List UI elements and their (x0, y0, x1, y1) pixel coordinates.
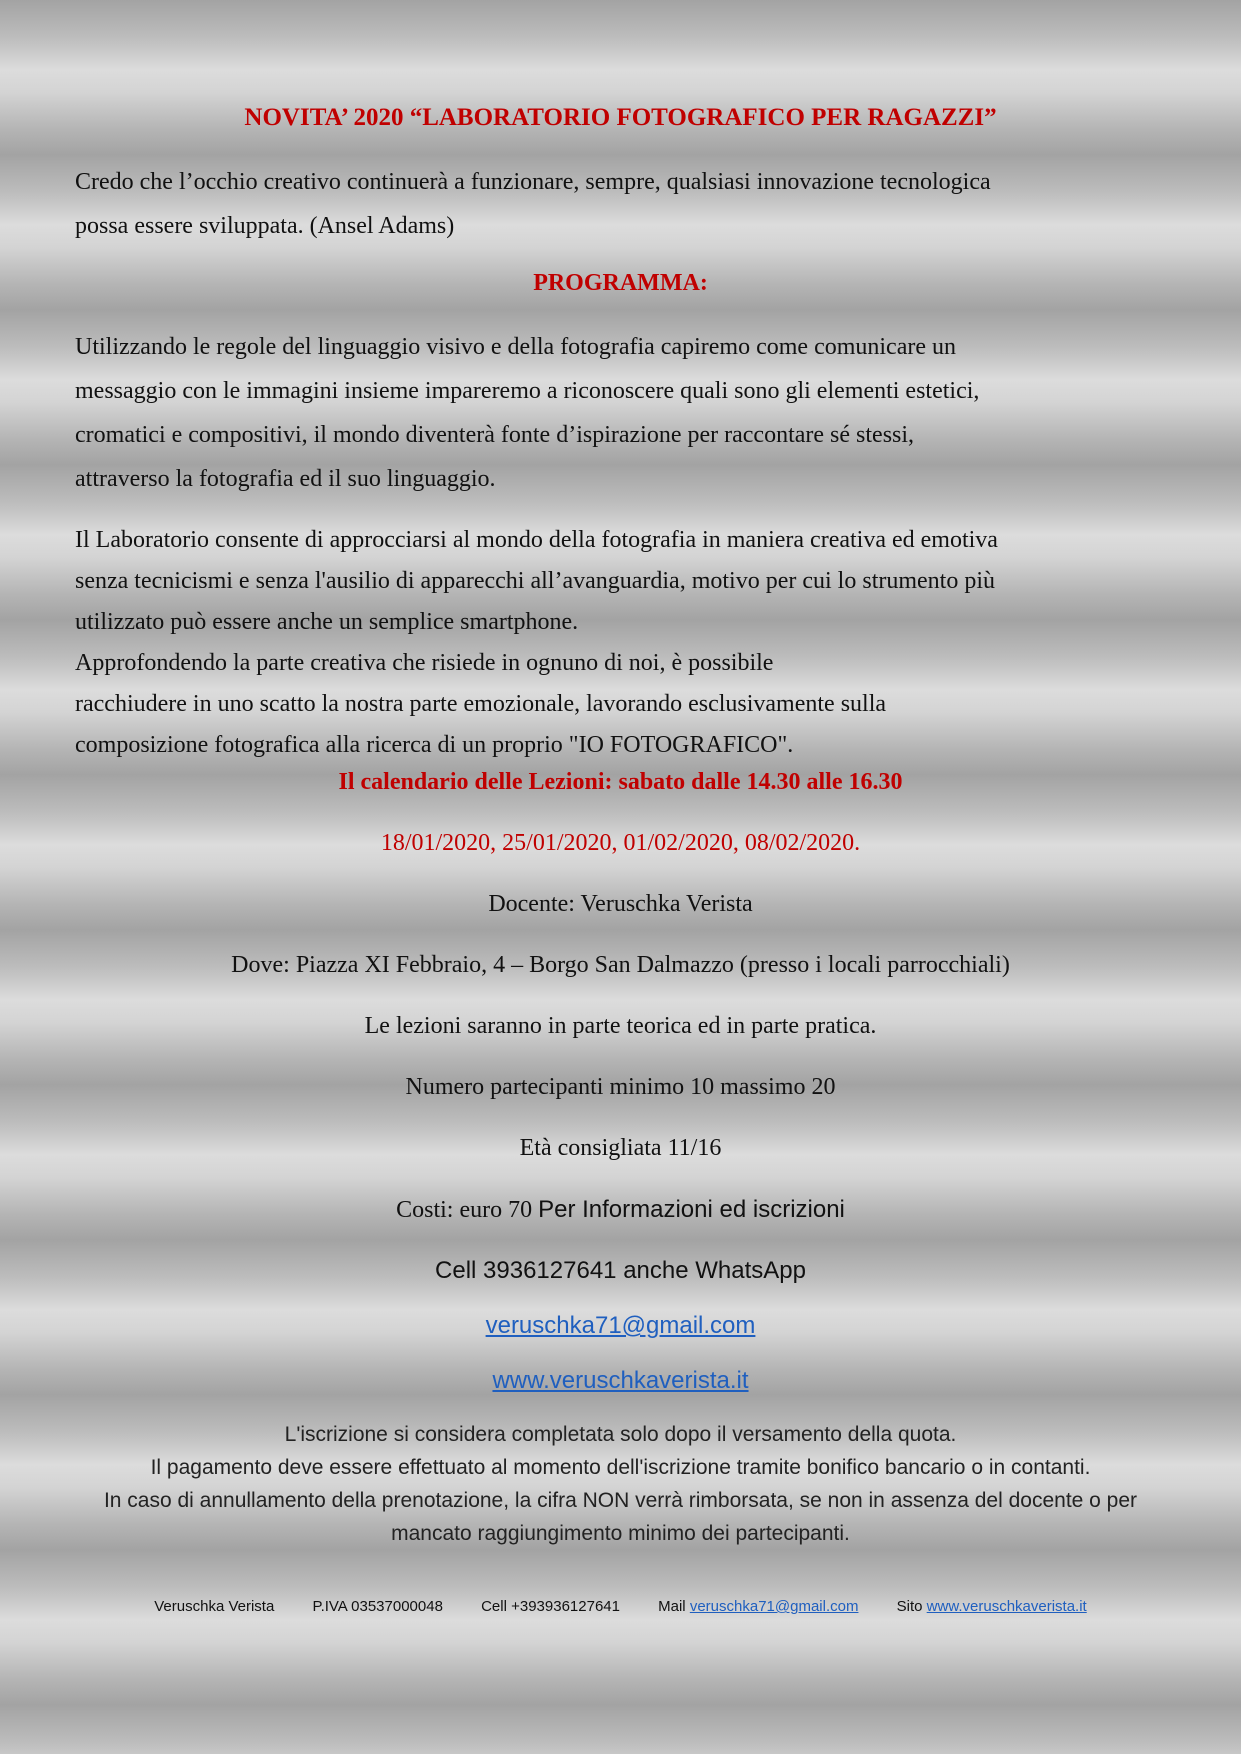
paragraph-line: attraverso la fotografia ed il suo linguaggio. (75, 466, 496, 492)
info-text: Per Informazioni ed iscrizioni (538, 1196, 845, 1223)
terms-line: L'iscrizione si considera completata solo dopo il versamento della quota. (284, 1423, 957, 1446)
calendar-dates: 18/01/2020, 25/01/2020, 01/02/2020, 08/02/2020. (380, 830, 861, 856)
footer-mail-link[interactable]: veruschka71@gmail.com (689, 1598, 859, 1615)
terms-line: Il pagamento deve essere effettuato al momento dell'iscrizione tramite bonifico bancario o in contanti. (150, 1456, 1091, 1479)
email-line (0, 1312, 1241, 1340)
paragraph-line: cromatici e compositivi, il mondo diventerà fonte d’ispirazione per raccontare sé stessi, (75, 422, 915, 448)
footer-cell: Cell +393936127641 (481, 1598, 620, 1615)
paragraph-line: composizione fotografica alla ricerca di un proprio "IO FOTOGRAFICO". (75, 732, 794, 758)
footer-site-label: Sito (896, 1598, 923, 1615)
cost-text: Costi: euro 70 (396, 1197, 533, 1223)
paragraph-line: Il Laboratorio consente di approcciarsi al mondo della fotografia in maniera creativa ed emotiva (75, 527, 998, 553)
paragraph-line: senza tecnicismi e senza l'ausilio di apparecchi all’avanguardia, motivo per cui lo strumento più (75, 568, 996, 594)
program-paragraph-2 (75, 520, 1175, 766)
footer-site-link[interactable]: www.veruschkaverista.it (926, 1598, 1087, 1615)
terms-line: mancato raggiungimento minimo dei partecipanti. (391, 1522, 850, 1545)
calendar-heading: Il calendario delle Lezioni: sabato dalle 14.30 alle 16.30 (338, 769, 903, 795)
website-line (0, 1367, 1241, 1395)
cell-line: Cell 3936127641 anche WhatsApp (435, 1257, 806, 1284)
participants-line: Numero partecipanti minimo 10 massimo 20 (405, 1074, 836, 1100)
paragraph-line: Utilizzando le regole del linguaggio visivo e della fotografia capiremo come comunicare un (75, 334, 957, 360)
paragraph-line: racchiudere in uno scatto la nostra parte emozionale, lavorando esclusivamente sulla (75, 691, 887, 717)
quote-line: possa essere sviluppata. (Ansel Adams) (75, 213, 455, 239)
footer-mail-label: Mail (658, 1598, 686, 1615)
paragraph-line: utilizzato può essere anche un semplice smartphone. (75, 609, 579, 635)
cost-info-line (0, 1196, 1241, 1224)
lessons-line: Le lezioni saranno in parte teorica ed in parte pratica. (364, 1013, 877, 1039)
paragraph-line: messaggio con le immagini insieme impareremo a riconoscere quali sono gli elementi estetici, (75, 378, 980, 404)
paragraph-line: Approfondendo la parte creativa che risiede in ognuno di noi, è possibile (75, 650, 774, 676)
age-line: Età consigliata 11/16 (519, 1135, 722, 1161)
quote (75, 160, 1175, 248)
quote-line: Credo che l’occhio creativo continuerà a funzionare, sempre, qualsiasi innovazione tecnologica (75, 169, 991, 195)
footer-name: Veruschka Verista (154, 1598, 275, 1615)
terms-notes (40, 1418, 1201, 1550)
location-line: Dove: Piazza XI Febbraio, 4 – Borgo San Dalmazzo (presso i locali parrocchiali) (231, 952, 1010, 978)
teacher-line: Docente: Veruschka Verista (488, 891, 753, 917)
footer-piva: P.IVA 03537000048 (312, 1598, 443, 1615)
footer (0, 1598, 1241, 1615)
website-link[interactable]: www.veruschkaverista.it (492, 1367, 749, 1394)
terms-line: In caso di annullamento della prenotazione, la cifra NON verrà rimborsata, se non in assenza del docente o per (103, 1489, 1138, 1512)
program-paragraph-1 (75, 325, 1175, 501)
email-link[interactable]: veruschka71@gmail.com (485, 1312, 756, 1339)
program-heading: PROGRAMMA: (533, 270, 708, 296)
page-title: NOVITA’ 2020 “LABORATORIO FOTOGRAFICO PER RAGAZZI” (244, 104, 997, 131)
